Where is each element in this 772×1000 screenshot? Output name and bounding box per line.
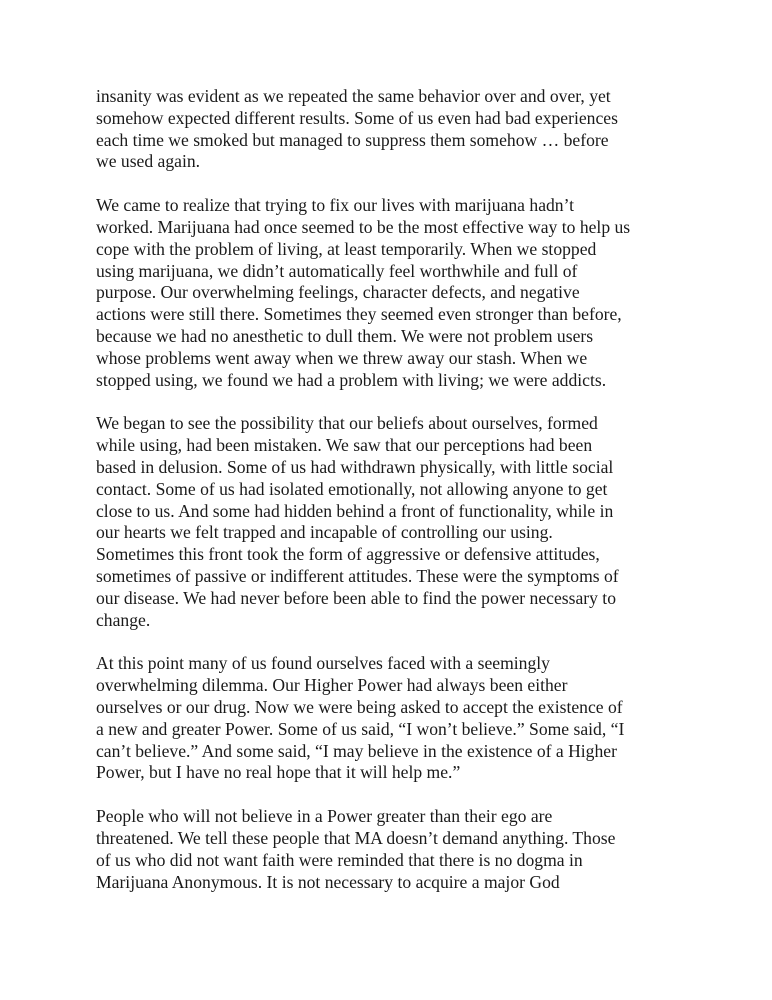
text-line: We began to see the possibility that our beliefs about ourselves, formed xyxy=(96,413,598,434)
text-line: purpose. Our overwhelming feelings, character defects, and negative xyxy=(96,282,580,303)
text-line: we used again. xyxy=(96,151,201,172)
paragraph-2 xyxy=(96,195,681,391)
text-line: based in delusion. Some of us had withdrawn physically, with little social xyxy=(96,456,614,477)
text-line: whose problems went away when we threw away our stash. When we xyxy=(96,347,588,368)
text-line: At this point many of us found ourselves faced with a seemingly xyxy=(96,653,550,674)
text-line: threatened. We tell these people that MA doesn’t demand anything. Those xyxy=(96,827,616,848)
text-line: our hearts we felt trapped and incapable of controlling our using. xyxy=(96,522,553,543)
text-line: Sometimes this front took the form of aggressive or defensive attitudes, xyxy=(96,544,600,565)
text-line: a new and greater Power. Some of us said, “I won’t believe.” Some said, “I xyxy=(96,718,625,739)
text-line: because we had no anesthetic to dull them. We were not problem users xyxy=(96,325,594,346)
text-line: We came to realize that trying to fix our lives with marijuana hadn’t xyxy=(96,195,575,216)
text-line: People who will not believe in a Power greater than their ego are xyxy=(96,806,553,827)
text-line: cope with the problem of living, at least temporarily. When we stopped xyxy=(96,238,597,259)
text-line: sometimes of passive or indifferent attitudes. These were the symptoms of xyxy=(96,565,619,586)
text-line: while using, had been mistaken. We saw that our perceptions had been xyxy=(96,435,593,456)
text-line: insanity was evident as we repeated the same behavior over and over, yet xyxy=(96,86,611,106)
paragraph-5 xyxy=(96,806,681,893)
text-line: worked. Marijuana had once seemed to be the most effective way to help us xyxy=(96,216,631,237)
text-line: ourselves or our drug. Now we were being asked to accept the existence of xyxy=(96,696,623,717)
text-line: using marijuana, we didn’t automatically feel worthwhile and full of xyxy=(96,260,578,281)
text-line: of us who did not want faith were reminded that there is no dogma in xyxy=(96,849,583,870)
paragraph-3 xyxy=(96,413,681,631)
paragraph-1 xyxy=(96,86,681,173)
text-line: contact. Some of us had isolated emotionally, not allowing anyone to get xyxy=(96,478,608,499)
text-line: close to us. And some had hidden behind a front of functionality, while in xyxy=(96,500,614,521)
body-text xyxy=(96,86,681,915)
paragraph-4 xyxy=(96,653,681,784)
text-line: overwhelming dilemma. Our Higher Power had always been either xyxy=(96,675,568,696)
text-line: Marijuana Anonymous. It is not necessary to acquire a major God xyxy=(96,871,560,892)
text-line: each time we smoked but managed to suppress them somehow … before xyxy=(96,129,609,150)
text-line: actions were still there. Sometimes they seemed even stronger than before, xyxy=(96,304,622,325)
text-line: Power, but I have no real hope that it will help me.” xyxy=(96,762,461,783)
text-line: change. xyxy=(96,609,151,630)
text-line: stopped using, we found we had a problem with living; we were addicts. xyxy=(96,369,607,390)
text-line: somehow expected different results. Some of us even had bad experiences xyxy=(96,107,618,128)
text-line: can’t believe.” And some said, “I may believe in the existence of a Higher xyxy=(96,740,617,761)
text-line: our disease. We had never before been able to find the power necessary to xyxy=(96,587,616,608)
